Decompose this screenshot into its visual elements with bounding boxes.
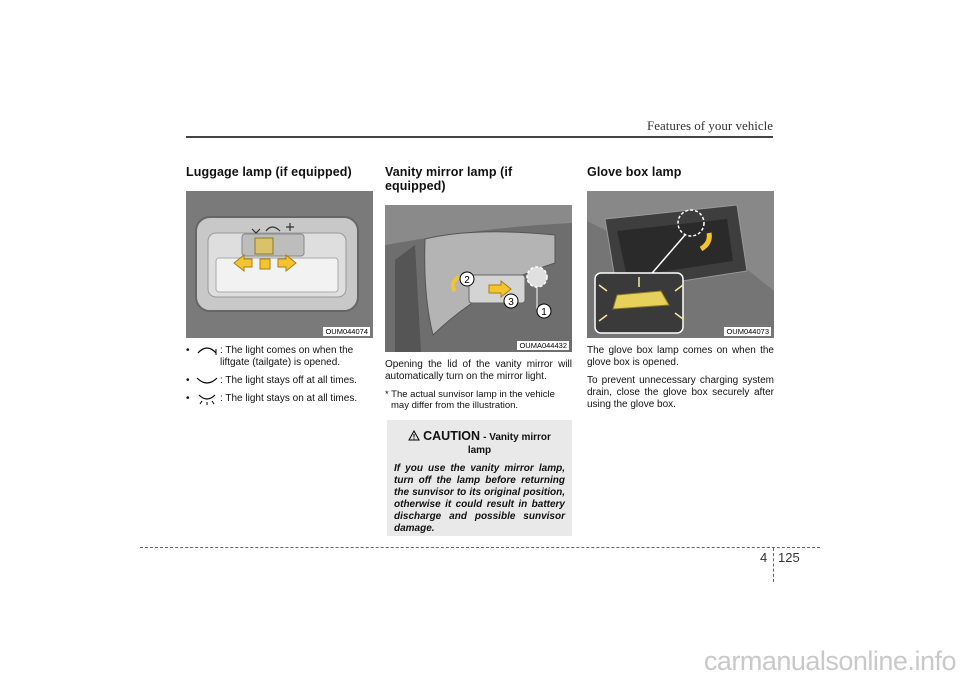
- luggage-bullet-on: • : The light stays on at all times.: [186, 393, 358, 404]
- luggage-bullet-door: • : The light comes on when the liftgate (tailgate) is opened.: [186, 345, 354, 368]
- luggage-bullet-off: • : The light stays off at all times.: [186, 375, 357, 386]
- caution-text: If you use the vanity mirror lamp, turn off the lamp before returning the sunvisor to its original position, otherwise it could result in battery discharge and possible sunvisor damage.: [394, 463, 565, 534]
- vanity-body-text: Opening the lid of the vanity mirror will automatically turn on the mirror light.: [385, 359, 572, 382]
- glove-box-figure: [587, 191, 774, 338]
- lamp-on-icon: [194, 393, 220, 405]
- luggage-lamp-heading: Luggage lamp (if equipped): [186, 165, 352, 179]
- vanity-mirror-figure: [385, 205, 572, 352]
- callout-2: 2: [464, 275, 470, 286]
- luggage-lamp-figure: [186, 191, 373, 338]
- door-lamp-icon: [194, 345, 220, 357]
- page-number-divider: [773, 548, 774, 582]
- caution-box: [387, 420, 572, 536]
- glove-box-heading: Glove box lamp: [587, 165, 682, 179]
- chapter-number: 4: [760, 550, 768, 565]
- caution-subtitle-2: lamp: [467, 445, 492, 456]
- footer-rule: [140, 547, 820, 548]
- caution-subtitle: - Vanity mirror: [483, 432, 551, 443]
- page-number: 125: [778, 550, 800, 565]
- glove-box-para-2: To prevent unnecessary charging system drain, close the glove box securely after using the glove box.: [587, 375, 774, 410]
- glove-box-illustration: [587, 191, 774, 338]
- vanity-mirror-heading: Vanity mirror lamp (if equipped): [385, 165, 513, 193]
- header-rule: [186, 136, 773, 138]
- callout-1: 1: [541, 307, 547, 318]
- section-title: Features of your vehicle: [647, 118, 773, 133]
- luggage-lamp-illustration: [186, 191, 373, 338]
- caution-title: CAUTION: [423, 429, 481, 443]
- figure-code: OUM044073: [726, 327, 769, 336]
- figure-code: OUMA044432: [519, 341, 567, 350]
- glove-box-section: [587, 165, 774, 417]
- callout-3: 3: [508, 297, 514, 308]
- luggage-lamp-section: [186, 165, 373, 411]
- vanity-mirror-illustration: [385, 205, 572, 352]
- warning-icon: [408, 430, 420, 441]
- figure-code: OUM044074: [325, 327, 368, 336]
- glove-box-para-1: The glove box lamp comes on when the glove box is opened.: [587, 345, 774, 368]
- lamp-off-icon: [194, 375, 220, 387]
- vanity-mirror-section: [385, 165, 572, 411]
- vanity-note: * The actual sunvisor lamp in the vehicle may differ from the illustration.: [385, 389, 555, 411]
- watermark: carmanualsonline.info: [703, 646, 956, 676]
